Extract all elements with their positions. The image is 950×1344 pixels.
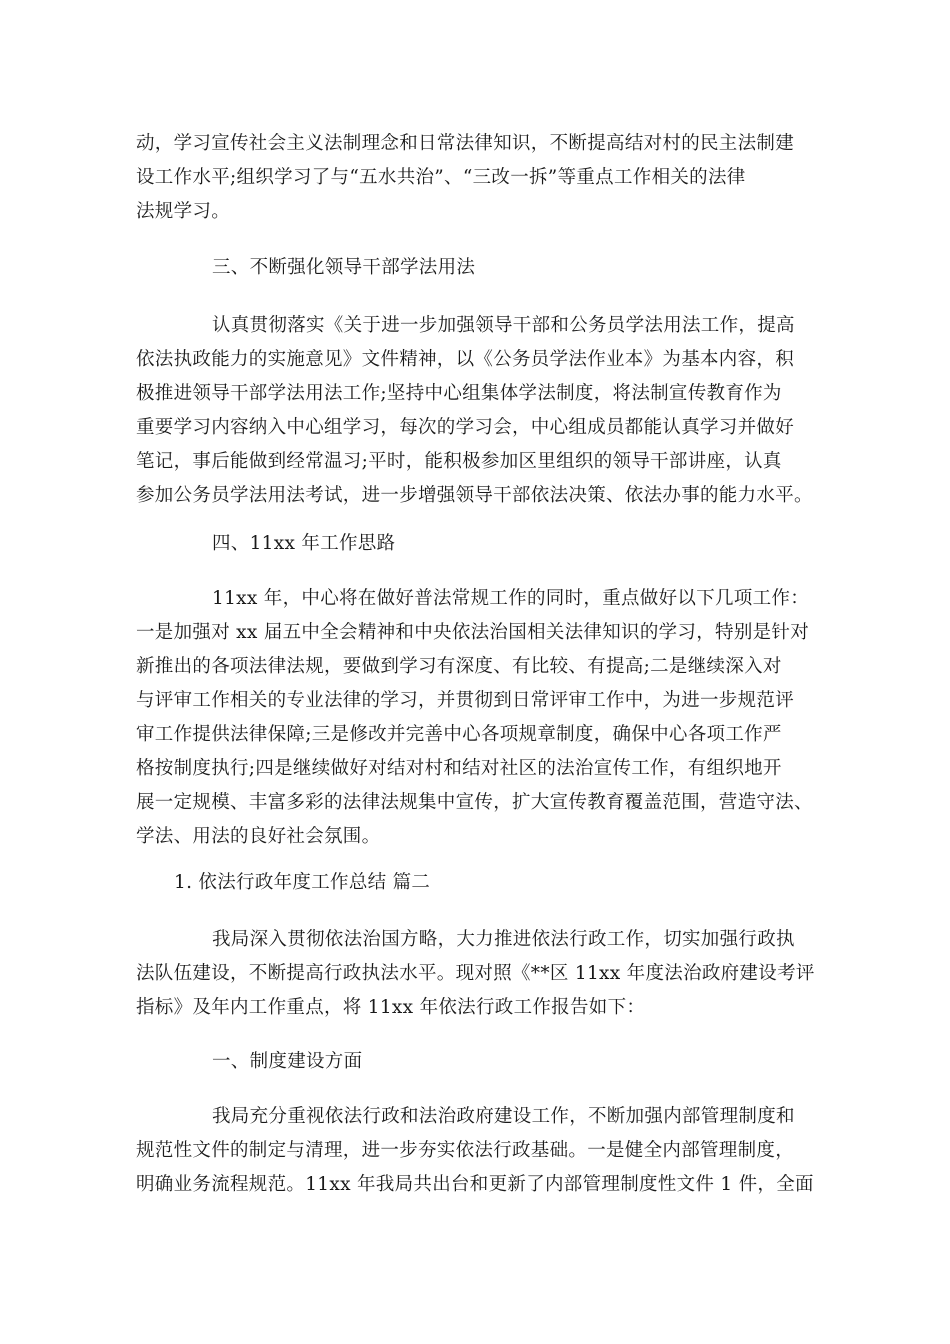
text-line: 动，学习宣传社会主义法制理念和日常法律知识，不断提高结对村的民主法制建 [136,133,795,154]
text-line: 审工作提供法律保障;三是修改并完善中心各项规章制度，确保中心各项工作严 [136,724,782,745]
text-line: 指标》及年内工作重点，将 11xx 年依法行政工作报告如下： [136,997,646,1018]
text-line: 法规学习。 [136,201,231,222]
section-heading-4 [136,527,836,561]
paragraph-2 [136,309,836,513]
paragraph-3 [136,582,836,854]
text-line: 我局充分重视依法行政和法治政府建设工作，不断加强内部管理制度和 [212,1106,795,1127]
text-line: 我局深入贯彻依法治国方略，大力推进依法行政工作，切实加强行政执 [212,929,795,950]
text-line: 一是加强对 xx 届五中全会精神和中央依法治国相关法律知识的学习，特别是针对 [136,622,810,643]
text-line: 认真贯彻落实《关于进一步加强领导干部和公务员学法用法工作，提高 [212,315,795,336]
text-line: 重要学习内容纳入中心组学习，每次的学习会，中心组成员都能认真学习并做好 [136,417,795,438]
text-line: 明确业务流程规范。11xx 年我局共出台和更新了内部管理制度性文件 1 件，全面 [136,1174,814,1195]
text-line: 依法执政能力的实施意见》文件精神，以《公务员学法作业本》为基本内容，积 [136,349,795,370]
text-line: 笔记，事后能做到经常温习;平时，能积极参加区里组织的领导干部讲座，认真 [136,451,782,472]
text-line: 法队伍建设，不断提高行政执法水平。现对照《**区 11xx 年度法治政府建设考评 [136,963,815,984]
article-heading [136,866,836,900]
text-line: 格按制度执行;四是继续做好对结对村和结对社区的法治宣传工作，有组织地开 [136,758,782,779]
paragraph-5 [136,1100,836,1202]
text-line: 展一定规模、丰富多彩的法律法规集中宣传，扩大宣传教育覆盖范围，营造守法、 [136,792,813,813]
heading-text: 四、11xx 年工作思路 [212,533,396,554]
heading-text: 三、不断强化领导干部学法用法 [212,257,476,278]
text-line: 11xx 年，中心将在做好普法常规工作的同时，重点做好以下几项工作： [212,588,809,609]
heading-text: 一、制度建设方面 [212,1051,363,1072]
text-line: 与评审工作相关的专业法律的学习，并贯彻到日常评审工作中，为进一步规范评 [136,690,795,711]
section-heading-3 [136,251,836,285]
heading-text: 1. 依法行政年度工作总结 篇二 [174,872,431,893]
text-line: 学法、用法的良好社会氛围。 [136,826,381,847]
paragraph-4 [136,923,836,1025]
text-line: 规范性文件的制定与清理，进一步夯实依法行政基础。一是健全内部管理制度， [136,1140,795,1161]
text-line: 参加公务员学法用法考试，进一步增强领导干部依法决策、依法办事的能力水平。 [136,485,813,506]
text-line: 极推进领导干部学法用法工作;坚持中心组集体学法制度，将法制宣传教育作为 [136,383,782,404]
text-line: 设工作水平;组织学习了与“五水共治”、“三改一拆”等重点工作相关的法律 [136,167,746,188]
text-line: 新推出的各项法律法规，要做到学习有深度、有比较、有提高;二是继续深入对 [136,656,782,677]
section-heading-1 [136,1045,836,1079]
paragraph-1 [136,127,836,229]
